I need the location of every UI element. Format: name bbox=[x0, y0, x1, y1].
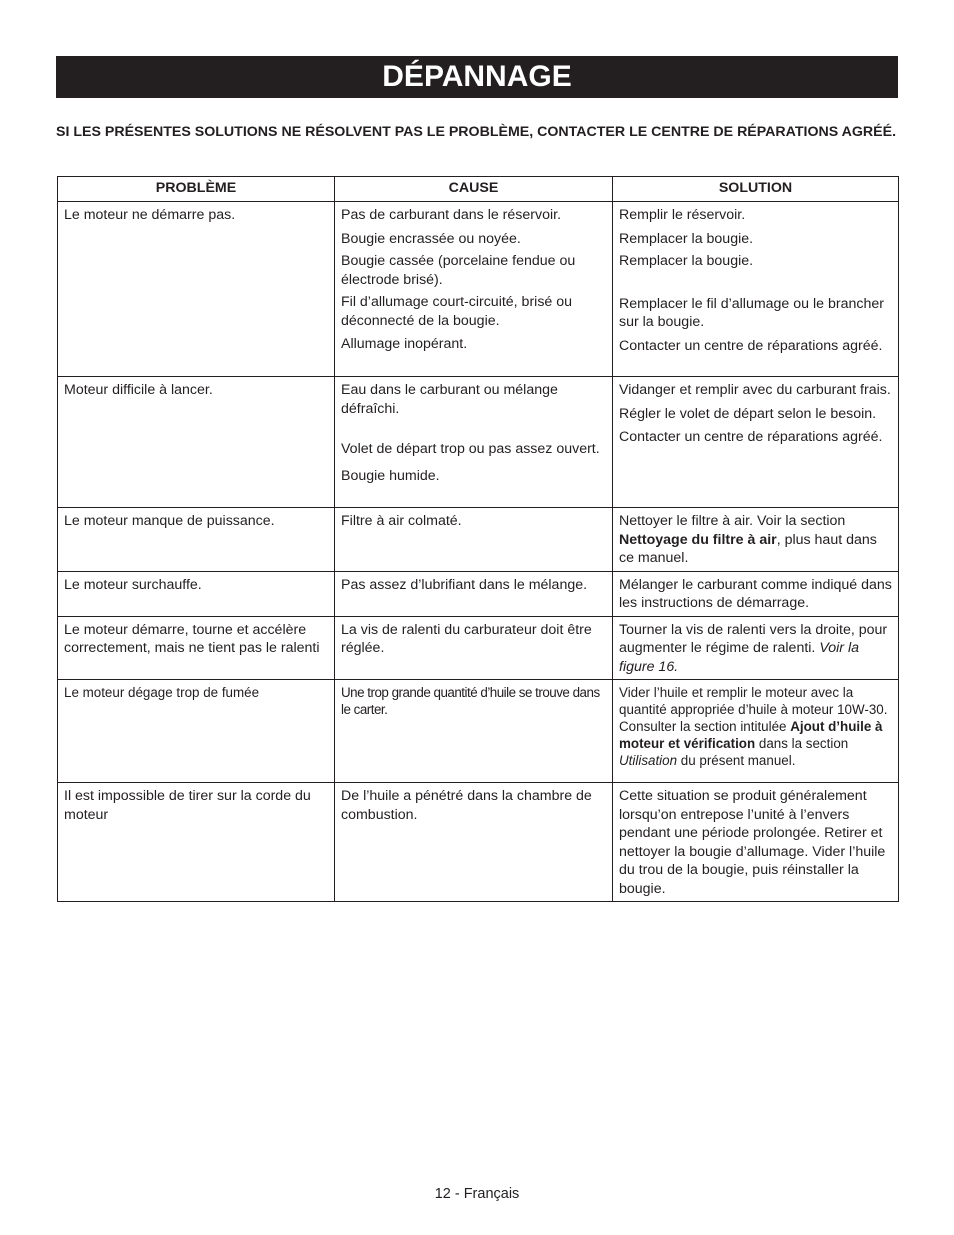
cause-cell bbox=[335, 202, 613, 377]
problem-cell: Le moteur manque de puissance. bbox=[58, 508, 335, 572]
table-header-row bbox=[58, 177, 899, 202]
cause-cell: La vis de ralenti du carburateur doit être réglée. bbox=[335, 616, 613, 680]
solution-cell: Vider l’huile et remplir le moteur avec la quantité appropriée d’huile à moteur 10W-30. Consulter la section intitulée Ajout d’huile à moteur et vérification dans la section Utilisation du présent manuel. bbox=[613, 680, 899, 783]
cause-cell bbox=[335, 377, 613, 508]
problem-cell: Il est impossible de tirer sur la corde du moteur bbox=[58, 783, 335, 902]
cause-line: Bougie humide. bbox=[341, 467, 440, 484]
cause-cell: Filtre à air colmaté. bbox=[335, 508, 613, 572]
solution-cell bbox=[613, 202, 899, 377]
solution-cell bbox=[613, 377, 899, 508]
table-row bbox=[58, 377, 899, 508]
page-footer: 12 - Français bbox=[434, 1186, 520, 1202]
cause-line: Allumage inopérant. bbox=[341, 336, 468, 352]
cause-cell: De l’huile a pénétré dans la chambre de combustion. bbox=[335, 783, 613, 902]
column-header-solution: SOLUTION bbox=[613, 177, 899, 202]
cause-line: Fil d’allumage court-circuité, brisé ou déconnecté de la bougie. bbox=[341, 294, 573, 329]
solution-cell: Cette situation se produit généralement lorsqu’on entrepose l’unité à l’envers pendant une période prolongée. Retirer et nettoyer la bougie d’allumage. Vider l’huile du trou de la bougie, puis réinstaller la bougie. bbox=[613, 783, 899, 902]
cause-cell: Pas assez d’lubrifiant dans le mélange. bbox=[335, 571, 613, 616]
cause-line: Eau dans le carburant ou mélange défraîchi. bbox=[341, 382, 558, 417]
solution-cell: Nettoyer le filtre à air. Voir la section Nettoyage du filtre à air, plus haut dans ce manuel. bbox=[613, 508, 899, 572]
cause-line: Volet de départ trop ou pas assez ouvert. bbox=[341, 441, 600, 457]
page-title: DÉPANNAGE bbox=[56, 56, 898, 98]
problem-cell: Moteur difficile à lancer. bbox=[58, 377, 335, 508]
repair-center-notice: SI LES PRÉSENTES SOLUTIONS NE RÉSOLVENT PAS LE PROBLÈME, CONTACTER LE CENTRE DE RÉPARATIONS AGRÉÉ. bbox=[56, 124, 897, 140]
cause-line: Bougie cassée (porcelaine fendue ou électrode brisé). bbox=[341, 253, 576, 288]
column-header-problem: PROBLÈME bbox=[58, 177, 335, 202]
solution-cell: Tourner la vis de ralenti vers la droite, pour augmenter le régime de ralenti. Voir la figure 16. bbox=[613, 616, 899, 680]
solution-line: Remplacer la bougie. bbox=[619, 230, 754, 247]
solution-line: Remplir le réservoir. bbox=[619, 207, 746, 223]
problem-cell: Le moteur dégage trop de fumée bbox=[58, 680, 335, 783]
troubleshooting-table bbox=[57, 176, 899, 902]
column-header-cause: CAUSE bbox=[335, 177, 613, 202]
table-row bbox=[58, 783, 899, 902]
problem-cell: Le moteur surchauffe. bbox=[58, 571, 335, 616]
solution-line: Régler le volet de départ selon le besoin. bbox=[619, 405, 877, 422]
solution-line: Contacter un centre de réparations agréé. bbox=[619, 429, 883, 445]
table-row bbox=[58, 616, 899, 680]
cause-line: Bougie encrassée ou noyée. bbox=[341, 230, 521, 247]
table-row bbox=[58, 680, 899, 783]
solution-cell: Mélanger le carburant comme indiqué dans les instructions de démarrage. bbox=[613, 571, 899, 616]
solution-line: Vidanger et remplir avec du carburant frais. bbox=[619, 382, 891, 398]
solution-line: Contacter un centre de réparations agréé. bbox=[619, 337, 883, 354]
table-row bbox=[58, 508, 899, 572]
table-row bbox=[58, 571, 899, 616]
table-row bbox=[58, 202, 899, 377]
solution-line: Remplacer le fil d’allumage ou le brancher sur la bougie. bbox=[619, 295, 884, 330]
cause-cell: Une trop grande quantité d’huile se trouve dans le carter. bbox=[335, 680, 613, 783]
solution-line: Remplacer la bougie. bbox=[619, 253, 754, 269]
cause-line: Pas de carburant dans le réservoir. bbox=[341, 207, 562, 223]
problem-cell: Le moteur ne démarre pas. bbox=[58, 202, 335, 377]
problem-cell: Le moteur démarre, tourne et accélère correctement, mais ne tient pas le ralenti bbox=[58, 616, 335, 680]
